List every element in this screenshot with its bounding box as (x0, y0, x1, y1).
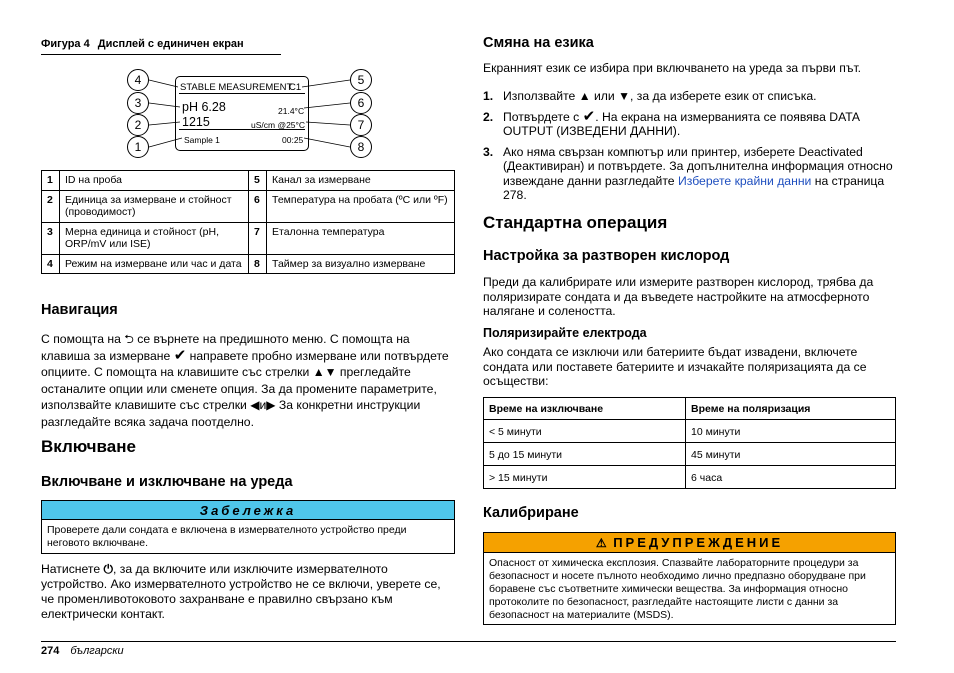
legend-table (41, 170, 455, 274)
lcd-timer: 00:25 (282, 135, 304, 145)
callout-3: 3 (127, 92, 149, 114)
table-cell: 45 минути (686, 443, 896, 466)
language-steps (483, 89, 897, 209)
warning-box (483, 532, 896, 625)
step-text: Използвайте (503, 89, 576, 103)
warning-text: Опасност от химическа експлозия. Спазвайте лабораторните процедури за безопасност и носете пълното необходимо лично предпазно оборудване при боравене със съответните химически вещества. За информация относно протоколите по безопасност, разгледайте настоящите листи с данни за безопасност на материалите (MSDS). (489, 557, 866, 621)
nav-text-d: прегледайте останалите опции или сменете опция. За да промените параметрите, използвайте клавишите със стрелки (41, 365, 437, 412)
checkmark-icon: ✔ (582, 107, 596, 125)
page-number: 274 (41, 645, 60, 657)
lcd-value-conductivity: 1215 (182, 115, 210, 129)
table-cell: < 5 минути (484, 420, 686, 443)
legend-text: Температура на пробата (ºC или ºF) (267, 190, 455, 222)
lcd-screen (175, 76, 309, 151)
legend-num: 1 (42, 171, 60, 191)
legend-num: 5 (249, 171, 267, 191)
figure-number: Фигура 4 (41, 38, 90, 50)
back-arrow-icon: ⮌ (124, 332, 134, 346)
lcd-value-ph: pH 6.28 (182, 100, 226, 114)
legend-text: Режим на измерване или час и дата (60, 254, 249, 274)
arrow-left-icon: ◀ (250, 398, 260, 412)
polarize-text: Ако сондата се изключи или батериите бъдат извадени, включете сондата или поставете батериите и изчакайте поляризацията да се осъществи: (483, 345, 867, 388)
legend-num: 2 (42, 190, 60, 222)
polarization-table (483, 397, 896, 489)
callout-1: 1 (127, 136, 149, 158)
nav-text-b: се върнете на предишното меню. С помощта на клавиша за измерване (41, 332, 410, 363)
column-header: Време на поляризация (686, 398, 896, 420)
power-icon: ⏻ (103, 562, 114, 576)
nav-text-e: и (259, 398, 267, 412)
legend-text: ID на проба (60, 171, 249, 191)
table-row (42, 222, 455, 254)
callout-4: 4 (127, 69, 149, 91)
lcd-divider-top (179, 93, 305, 94)
arrow-right-icon: ▶ (266, 398, 276, 412)
nav-text-f: За конкретни инструкции разгледайте всяка задача поотделно. (41, 398, 421, 429)
lcd-divider-bottom (179, 129, 305, 130)
lcd-unit: uS/cm @25°C (251, 120, 306, 130)
nav-text-c: направете пробно измерване или потвърдете опциите. С помощта на клавишите със стрелки (41, 348, 449, 379)
power-subheading: Включване и изключване на уреда (41, 474, 293, 490)
step-text: или (593, 89, 615, 103)
table-cell: 5 до 15 минути (484, 443, 686, 466)
legend-num: 6 (249, 190, 267, 222)
warning-title (484, 533, 895, 553)
callout-6: 6 (350, 92, 372, 114)
legend-num: 8 (249, 254, 267, 274)
legend-num: 3 (42, 222, 60, 254)
step-number: 1. (483, 89, 494, 103)
callout-8: 8 (350, 136, 372, 158)
footer-language: български (70, 645, 124, 657)
standard-heading: Стандартна операция (483, 213, 668, 232)
warning-triangle-icon: ⚠ (595, 536, 607, 550)
calibration-heading: Калибриране (483, 505, 579, 521)
list-item (483, 89, 897, 104)
legend-text: Канал за измерване (267, 171, 455, 191)
page-footer (41, 644, 124, 659)
language-heading: Смяна на езика (483, 35, 594, 51)
table-header-row (484, 398, 896, 420)
navigation-heading: Навигация (41, 302, 118, 318)
table-row (42, 190, 455, 222)
lcd-temperature: 21.4°C (278, 106, 305, 116)
table-row (42, 171, 455, 191)
oxygen-text: Преди да калибрирате или измерите разтворен кислород, трябва да поляризирате сондата и да въведете настройките на атмосферното налягане и солеността. (483, 275, 874, 318)
figure-title: Дисплей с единичен екран (97, 38, 244, 50)
step-text: . На екрана на измерванията се появява DATA OUTPUT (ИЗВЕДЕНИ ДАННИ). (503, 109, 860, 138)
legend-text: Мерна единица и стойност (pH, ORP/mV или ISE) (60, 222, 249, 254)
step-number: 3. (483, 144, 494, 159)
arrow-down-icon: ▼ (618, 89, 630, 103)
table-row (484, 443, 896, 466)
list-item (483, 107, 897, 139)
arrow-down-icon: ▼ (324, 365, 337, 379)
legend-text: Единица за измерване и стойност (проводимост) (60, 190, 249, 222)
lcd-header: STABLE MEASUREMENT (180, 82, 293, 93)
power-text-b: , за да включите или изключите измервателното устройство. Ако измервателното устройство не се включи, уверете се, че променливотоковото захранване е правилно свързано към електрически контакт. (41, 562, 441, 621)
oxygen-subheading: Настройка за разтворен кислород (483, 248, 730, 264)
arrow-up-icon: ▲ (312, 365, 325, 379)
legend-text: Еталонна температура (267, 222, 455, 254)
step-text: Ако няма свързан компютър или принтер, изберете Deactivated (Деактивиран) и потвърдете. За допълнителна информация относно извеждане данни разгледайте (503, 144, 893, 188)
step-text: на страница 278. (503, 173, 885, 202)
startup-heading: Включване (41, 437, 136, 456)
checkmark-icon: ✔ (173, 346, 187, 364)
note-text: Проверете дали сондата е включена в измервателното устройство преди неговото включване. (47, 524, 407, 549)
power-text (41, 562, 455, 622)
callout-2: 2 (127, 114, 149, 136)
table-row (42, 254, 455, 274)
output-link[interactable]: Изберете крайни данни (677, 173, 812, 188)
callout-7: 7 (350, 114, 372, 136)
step-number: 2. (483, 109, 494, 124)
table-row (484, 420, 896, 443)
legend-num: 4 (42, 254, 60, 274)
lcd-sample-id: Sample 1 (184, 135, 220, 145)
note-title: Забележка (42, 501, 454, 520)
step-text: , за да изберете език от списъка. (630, 89, 817, 103)
polarize-subheading: Поляризирайте електрода (483, 326, 647, 340)
callout-5: 5 (350, 69, 372, 91)
table-cell: 6 часа (686, 466, 896, 489)
nav-text-a: С помощта на (41, 332, 121, 346)
warning-title-text: ПРЕДУПРЕЖДЕНИЕ (613, 535, 784, 550)
table-row (484, 466, 896, 489)
list-item (483, 145, 897, 203)
navigation-text (41, 331, 455, 430)
language-intro: Екранният език се избира при включването на уреда за първи път. (483, 61, 862, 75)
legend-num: 7 (249, 222, 267, 254)
column-header: Време на изключване (484, 398, 686, 420)
footer-divider (41, 641, 896, 642)
lcd-channel: C1 (289, 82, 302, 93)
table-cell: 10 минути (686, 420, 896, 443)
note-box (41, 500, 455, 554)
table-cell: > 15 минути (484, 466, 686, 489)
step-text: Потвърдете с (503, 109, 580, 124)
power-text-a: Натиснете (41, 562, 101, 576)
arrow-up-icon: ▲ (578, 89, 591, 103)
legend-text: Таймер за визуално измерване (267, 254, 455, 274)
